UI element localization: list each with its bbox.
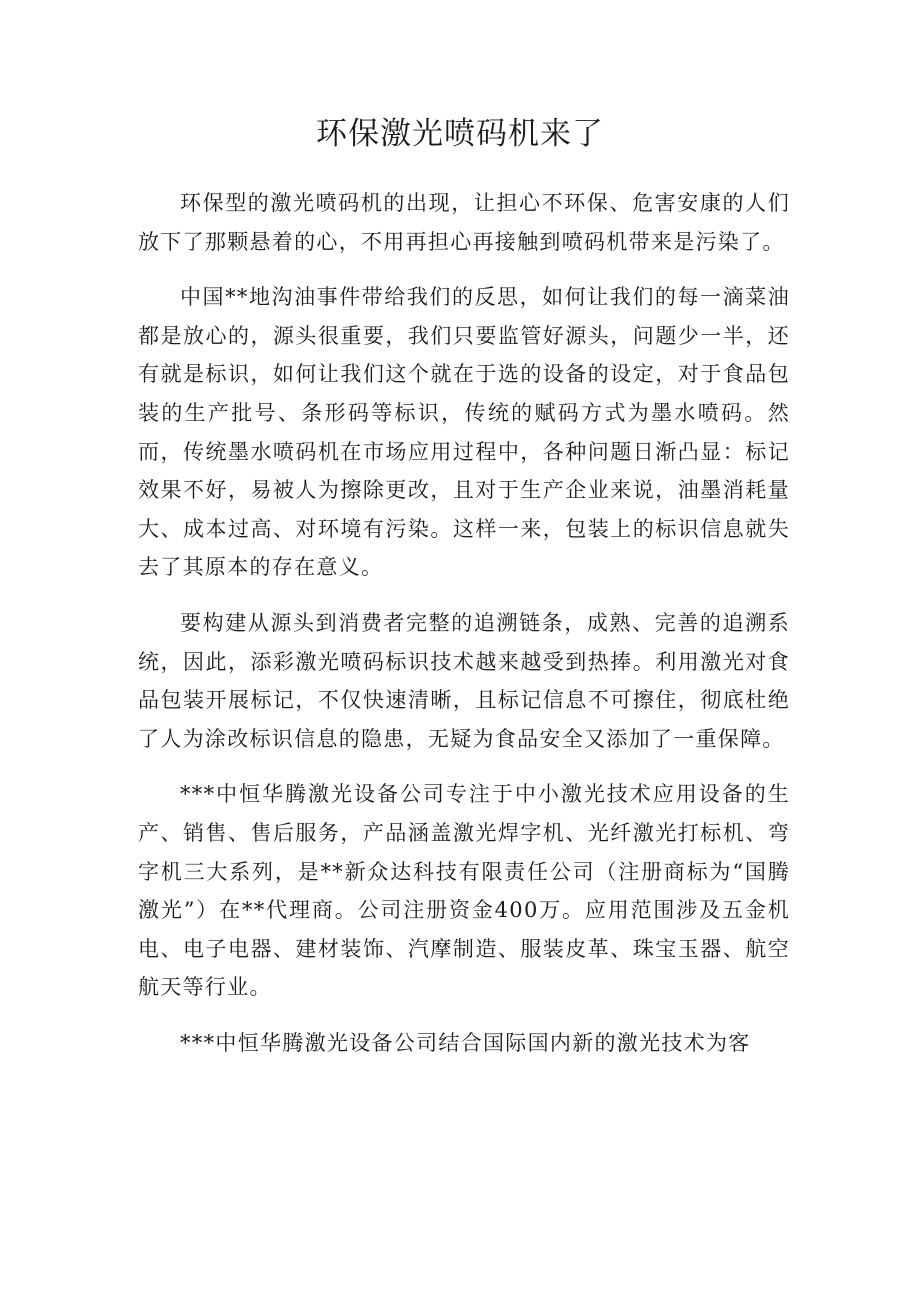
paragraph-traceability: 要构建从源头到消费者完整的追溯链条，成熟、完善的追溯系统，因此，添彩激光喷码标识技术越来越受到热捧。利用激光对食品包装开展标记，不仅快速清晰，且标记信息不可擦住，彻底杜绝了人为涂改标识信息的隐患，无疑为食品安全又添加了一重保障。 — [138, 610, 790, 751]
document-title: 环保激光喷码机来了 — [316, 116, 604, 152]
document-body — [138, 184, 790, 1079]
paragraph-intro: 环保型的激光喷码机的出现，让担心不环保、危害安康的人们放下了那颗悬着的心，不用再担心再接触到喷码机带来是污染了。 — [138, 191, 790, 254]
paragraph-reflection: 中国**地沟油事件带给我们的反思，如何让我们的每一滴菜油都是放心的，源头很重要，我们只要监管好源头，问题少一半，还有就是标识，如何让我们这个就在于选的设备的设定，对于食品包装的生产批号、条形码等标识，传统的赋码方式为墨水喷码。然而，传统墨水喷码机在市场应用过程中，各种问题日渐凸显：标记效果不好，易被人为擦除更改，且对于生产企业来说，油墨消耗量大、成本过高、对环境有污染。这样一来，包装上的标识信息就失去了其原本的存在意义。 — [138, 285, 790, 580]
paragraph-company-technology: ***中恒华腾激光设备公司结合国际国内新的激光技术为客 — [180, 1030, 751, 1055]
paragraph-company-profile: ***中恒华腾激光设备公司专注于中小激光技术应用设备的生产、销售、售后服务，产品涵盖激光焊字机、光纤激光打标机、弯字机三大系列，是**新众达科技有限责任公司（注册商标为“国腾激光”）在**代理商。公司注册资金400万。应用范围涉及五金机电、电子电器、建材装饰、汽摩制造、服装皮革、珠宝玉器、航空航天等行业。 — [138, 782, 790, 1000]
